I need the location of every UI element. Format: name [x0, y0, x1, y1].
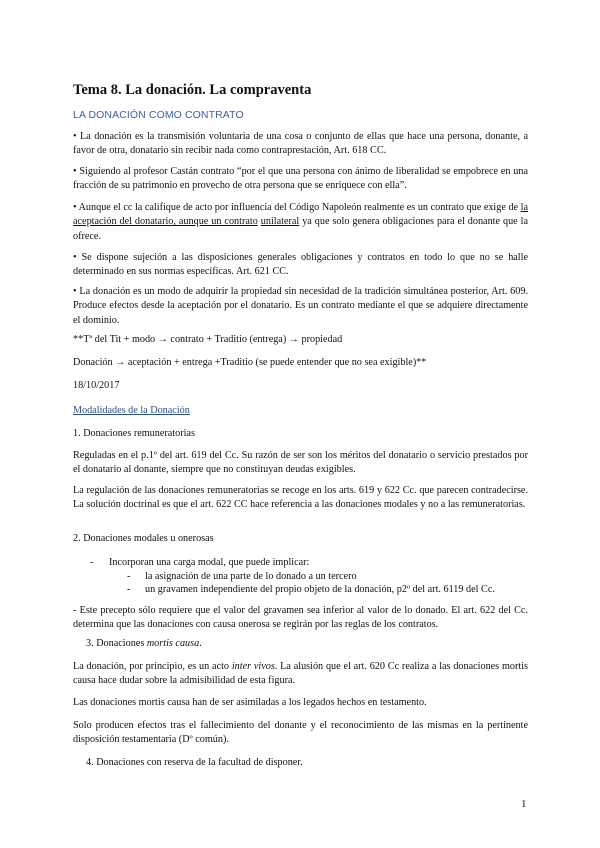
paragraph-remuneratorias-1: Reguladas en el p.1º del art. 619 del Cc. Su razón de ser son los méritos del donatario o servicio prestados por el donatario al donante, siempre que no constituyan deudas exigibles. — [73, 450, 528, 476]
date-stamp: 18/10/2017 — [73, 380, 120, 391]
text-segment: 3. Donaciones — [86, 638, 147, 649]
bullet-dash: - — [127, 584, 131, 595]
text-segment: • Aunque el cc la califique de acto por influencia del Código Napoleón realmente es un contrato que exige de — [73, 202, 521, 213]
heading-mortis-causa — [86, 638, 202, 649]
text-segment: . La alusión que el art. 620 Cc realiza a las donaciones mortis causa hace dudar sobre la admisibilidad de esta figura. — [73, 661, 528, 687]
underlined-text: la aceptación del donatario, aunque un contrato — [73, 202, 528, 228]
list-item-tercero: la asignación de una parte de lo donado a un tercero — [145, 571, 357, 582]
note-titulo-modo: **Tª del Tit + modo → contrato + Traditio (entrega) → propiedad — [73, 334, 343, 345]
heading-modales: 2. Donaciones modales u onerosas — [73, 533, 214, 544]
text-segment: . — [199, 638, 202, 649]
paragraph-acquisition: • La donación es un modo de adquirir la propiedad sin necesidad de la tradición simultánea posterior, Art. 609. Produce efectos desde la aceptación por el donatario. Es un contrato mediante el que se adquiere directamente el dominio. — [73, 286, 528, 326]
list-item-carga-modal: Incorporan una carga modal, que puede implicar: — [109, 557, 310, 568]
document-title: Tema 8. La donación. La compraventa — [73, 82, 312, 98]
paragraph-castan: • Siguiendo al profesor Castán contrato “por el que una persona con ánimo de liberalidad se empobrece en una fracción de su patrimonio en provecho de otra persona que se enriquece con ella”. — [73, 166, 528, 192]
modalidades-link[interactable]: Modalidades de la Donación — [73, 405, 190, 416]
paragraph-napoleon — [73, 201, 528, 244]
paragraph-inter-vivos — [73, 660, 528, 689]
italic-text: mortis causa — [146, 638, 200, 649]
bullet-dash: - — [90, 557, 94, 568]
paragraph-general-provisions: • Se dispone sujeción a las disposiciones generales obligaciones y contratos en todo lo que no se halle determinado en sus normas específicas. Art. 621 CC. — [73, 252, 528, 278]
underlined-text: unilateral — [260, 216, 300, 228]
heading-reserva: 4. Donaciones con reserva de la facultad de disponer. — [86, 757, 303, 768]
paragraph-definition: • La donación es la transmisión voluntaria de una cosa o conjunto de ellas que hace una persona, donante, a favor de otra, donatario sin recibir nada como contraprestación, Art. 618 CC. — [73, 131, 528, 157]
bullet-dash: - — [127, 571, 131, 582]
text-segment: ya que solo genera obligaciones para el donante que la ofrece. — [73, 216, 529, 242]
note-donacion: Donación → aceptación + entrega +Traditio (se puede entender que no sea exigible)** — [73, 357, 427, 368]
list-item-gravamen: un gravamen independiente del propio objeto de la donación, p2º del art. 6119 del Cc. — [145, 584, 495, 595]
text-segment: La donación, por principio, es un acto — [73, 661, 232, 672]
page-number: 1 — [521, 798, 527, 810]
paragraph-efectos: Solo producen efectos tras el fallecimiento del donante y el reconocimiento de las mismas en la pertinente disposición testamentaria (Dº común). — [73, 720, 528, 746]
section-heading: LA DONACIÓN COMO CONTRATO — [73, 109, 244, 121]
italic-text: inter vivos — [231, 661, 275, 672]
paragraph-legados: Las donaciones mortis causa han de ser asimiladas a los legados hechos en testamento. — [73, 697, 427, 708]
paragraph-precepto: - Este precepto sólo requiere que el valor del gravamen sea inferior al valor de lo donado. El art. 622 del Cc. determina que las donaciones con causa onerosa se regirán por las reglas de los contratos. — [73, 605, 528, 631]
heading-remuneratorias: 1. Donaciones remuneratorias — [73, 428, 195, 439]
paragraph-remuneratorias-2: La regulación de las donaciones remuneratorias se recoge en los arts. 619 y 622 Cc. que parecen contradecirse. La solución doctrinal es que el art. 622 CC hace referencia a las donaciones modales y no a las remuneratorias. — [73, 485, 528, 511]
